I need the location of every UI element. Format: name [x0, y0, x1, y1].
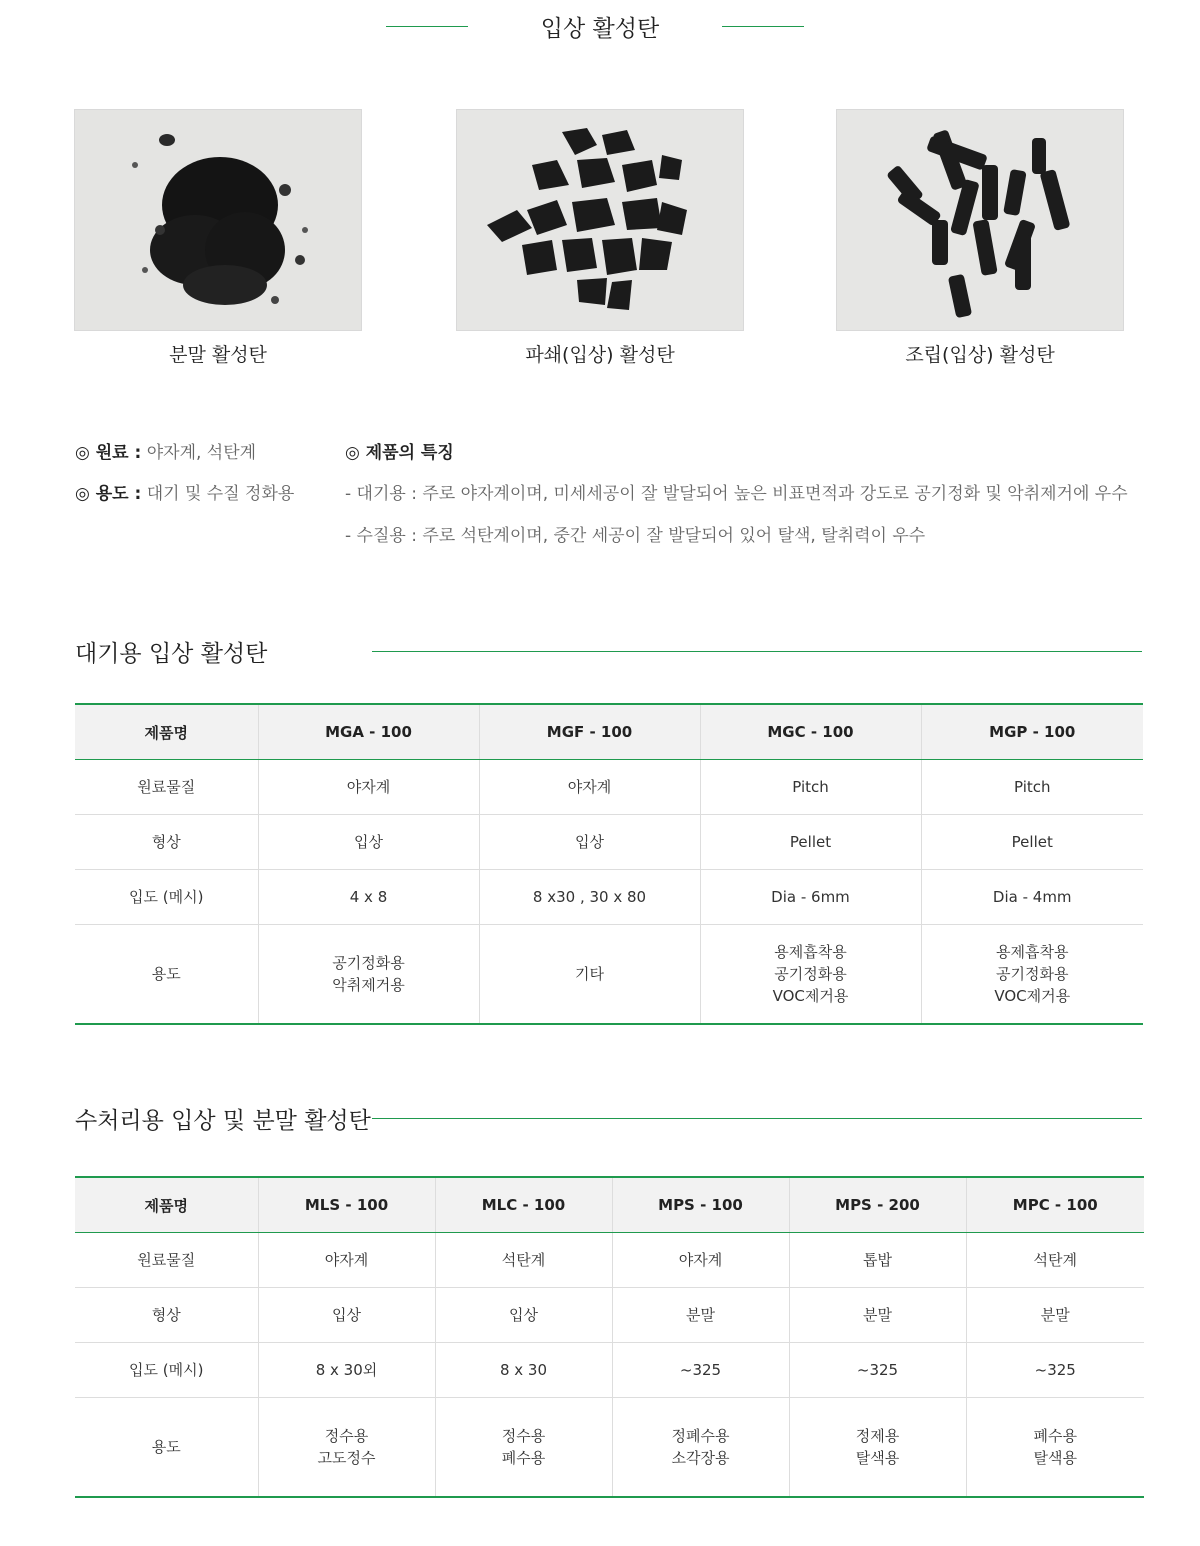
- use-info: [75, 479, 294, 504]
- table-cell: 정제용 탈색용: [789, 1398, 966, 1498]
- pellet-carbon-photo: [836, 109, 1124, 331]
- row-label: 입도 (메시): [75, 1343, 258, 1398]
- feature-water: - 수질용 : 주로 석탄계이며, 중간 세공이 잘 발달되어 있어 탈색, 탈취력이 우수: [345, 526, 926, 546]
- table-cell: 입상: [435, 1288, 612, 1343]
- raw-material-value: 야자계, 석탄계: [141, 443, 257, 463]
- table-row: [75, 1233, 1144, 1288]
- header-cell: MGP - 100: [921, 704, 1143, 760]
- table-cell: 정폐수용 소각장용: [612, 1398, 789, 1498]
- water-section-title: 수처리용 입상 및 분말 활성탄: [75, 1108, 371, 1134]
- header-cell: MPS - 200: [789, 1177, 966, 1233]
- table-cell: 입상: [258, 1288, 435, 1343]
- photo-caption-crushed: 파쇄(입상) 활성탄: [525, 344, 675, 366]
- row-label: 용도: [151, 1438, 181, 1456]
- header-cell: 제품명: [75, 704, 258, 760]
- header-cell: MLS - 100: [258, 1177, 435, 1233]
- title-line-right: [722, 26, 804, 27]
- table-cell: 정수용 고도정수: [258, 1398, 435, 1498]
- table-cell: 기타: [479, 925, 700, 1025]
- air-spec-table: [75, 703, 1143, 1025]
- table-cell: Dia - 4mm: [921, 870, 1143, 925]
- crushed-carbon-photo: [456, 109, 744, 331]
- table-row: [75, 870, 1143, 925]
- table-header-row: [75, 704, 1143, 760]
- table-cell: 입상: [479, 815, 700, 870]
- row-label: 입도 (메시): [75, 870, 258, 925]
- header-cell: MGA - 100: [258, 704, 479, 760]
- table-cell: 석탄계: [435, 1233, 612, 1288]
- table-cell: Pellet: [921, 815, 1143, 870]
- table-row: [75, 815, 1143, 870]
- table-cell: 분말: [966, 1288, 1144, 1343]
- table-row: [75, 1343, 1144, 1398]
- table-row: [75, 1398, 1144, 1498]
- row-label: 원료물질: [75, 1233, 258, 1288]
- page-title: 입상 활성탄: [540, 16, 660, 42]
- table-cell: 8 x30 , 30 x 80: [479, 870, 700, 925]
- table-cell: 용제흡착용 공기정화용 VOC제거용: [921, 925, 1143, 1025]
- table-cell: 분말: [789, 1288, 966, 1343]
- table-cell: 정수용 폐수용: [435, 1398, 612, 1498]
- photo-caption-pellet: 조립(입상) 활성탄: [905, 344, 1055, 366]
- photo-caption-powder: 분말 활성탄: [169, 344, 267, 366]
- use-label: ◎ 용도 :: [75, 484, 142, 504]
- table-cell: 폐수용 탈색용: [966, 1398, 1144, 1498]
- raw-material-info: [75, 438, 256, 463]
- table-cell: Pitch: [700, 760, 921, 815]
- feature-title: ◎ 제품의 특징: [345, 443, 454, 463]
- table-cell: Dia - 6mm: [700, 870, 921, 925]
- header-cell: MLC - 100: [435, 1177, 612, 1233]
- table-cell: 8 x 30외: [258, 1343, 435, 1398]
- air-section-title: 대기용 입상 활성탄: [75, 641, 268, 667]
- row-label: 용도: [151, 965, 181, 983]
- table-cell: ~325: [789, 1343, 966, 1398]
- table-cell: 야자계: [612, 1233, 789, 1288]
- header-cell: MPC - 100: [966, 1177, 1144, 1233]
- table-header-row: [75, 1177, 1144, 1233]
- water-spec-table: [75, 1176, 1144, 1498]
- table-cell: 입상: [258, 815, 479, 870]
- table-cell: ~325: [966, 1343, 1144, 1398]
- row-label: 형상: [75, 1288, 258, 1343]
- header-cell: MPS - 100: [612, 1177, 789, 1233]
- table-cell: 야자계: [479, 760, 700, 815]
- header-cell: 제품명: [75, 1177, 258, 1233]
- table-cell: 용제흡착용 공기정화용 VOC제거용: [700, 925, 921, 1025]
- table-row: [75, 925, 1143, 1025]
- header-cell: MGF - 100: [479, 704, 700, 760]
- raw-material-label: ◎ 원료 :: [75, 443, 142, 463]
- table-row: [75, 1288, 1144, 1343]
- table-cell: 8 x 30: [435, 1343, 612, 1398]
- powder-carbon-photo: [74, 109, 362, 331]
- water-section-line: [372, 1118, 1142, 1119]
- air-section-line: [372, 651, 1142, 652]
- row-label: 원료물질: [75, 760, 258, 815]
- table-cell: 야자계: [258, 760, 479, 815]
- table-cell: 공기정화용 악취제거용: [258, 925, 479, 1025]
- table-row: [75, 760, 1143, 815]
- table-cell: Pellet: [700, 815, 921, 870]
- table-cell: 석탄계: [966, 1233, 1144, 1288]
- row-label: 형상: [75, 815, 258, 870]
- header-cell: MGC - 100: [700, 704, 921, 760]
- table-cell: ~325: [612, 1343, 789, 1398]
- feature-air: - 대기용 : 주로 야자계이며, 미세세공이 잘 발달되어 높은 비표면적과 강도로 공기정화 및 악취제거에 우수: [345, 484, 1128, 504]
- table-cell: 분말: [612, 1288, 789, 1343]
- use-value: 대기 및 수질 정화용: [141, 484, 295, 504]
- table-cell: 야자계: [258, 1233, 435, 1288]
- table-cell: Pitch: [921, 760, 1143, 815]
- table-cell: 4 x 8: [258, 870, 479, 925]
- table-cell: 톱밥: [789, 1233, 966, 1288]
